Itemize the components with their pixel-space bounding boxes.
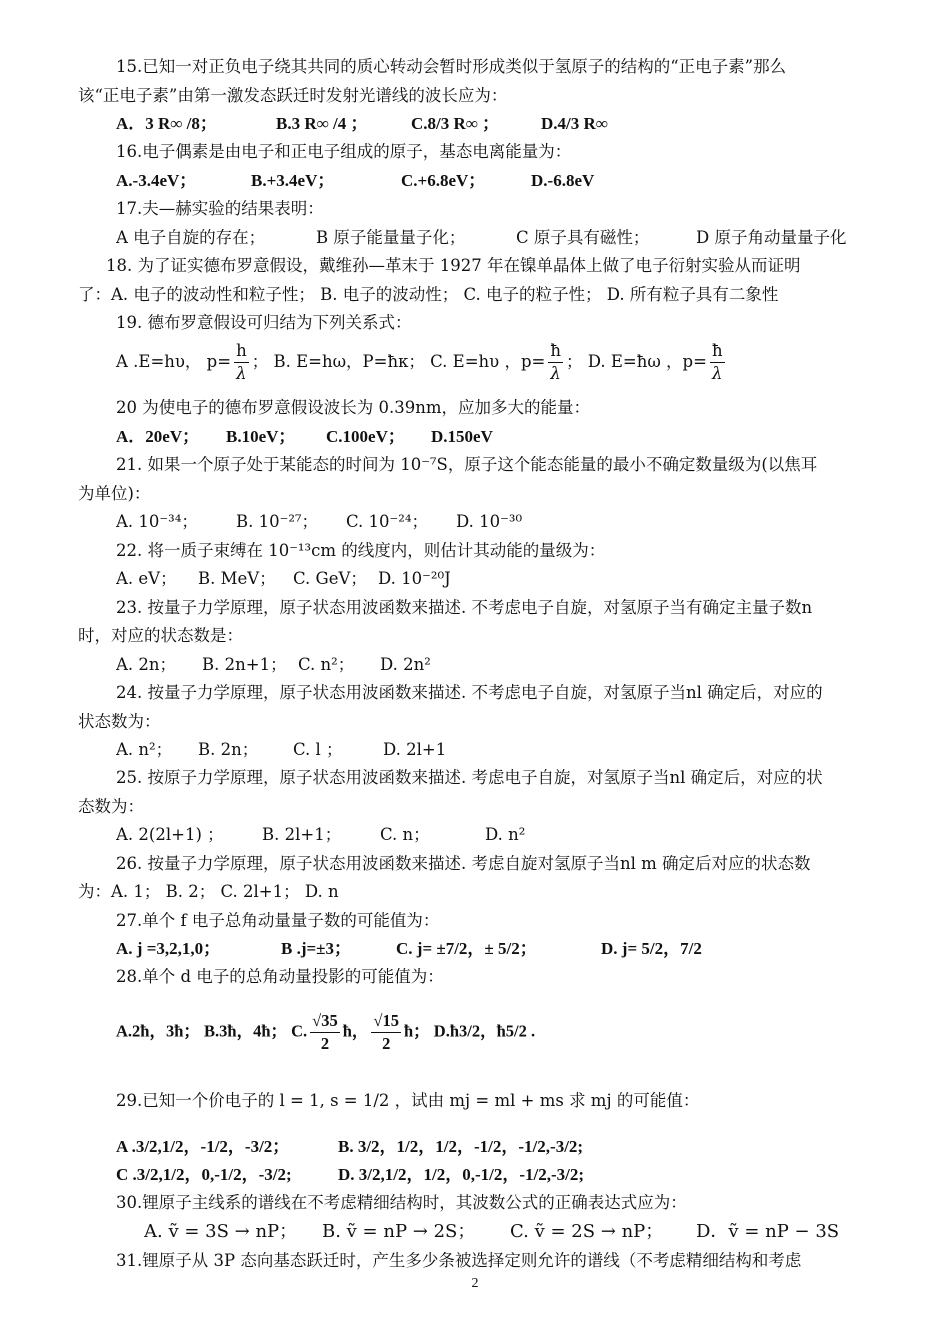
q25-options: [116, 824, 908, 846]
q25-option-c: C. n；: [380, 825, 430, 844]
q26-line2: 为：A. 1； B. 2； C. 2l+1； D. n: [78, 882, 339, 901]
frac-numerator: ħ: [548, 340, 563, 363]
q19-fraction-a: [234, 340, 249, 385]
q29-stem: 29.已知一个价电子的 l = 1, s = 1/2 ，试由 mj = ml + ms 求 mj 的可能值：: [116, 1091, 700, 1110]
q17-option-d: D 原子角动量量子化: [696, 228, 847, 247]
q19-option-d: ； D. E=ħω ，p=: [565, 352, 707, 371]
q16-option-a: A.-3.4eV；: [116, 171, 197, 190]
frac-denominator: 2: [320, 1034, 330, 1053]
q24-options: [116, 739, 908, 761]
q21-option-a: A. 10⁻³⁴；: [116, 512, 198, 531]
frac-numerator: √35: [310, 1010, 340, 1033]
q25-option-b: B. 2l+1；: [262, 825, 342, 844]
q17-option-a: A 电子自旋的存在；: [116, 228, 266, 247]
q20-option-d: D.150eV: [431, 427, 493, 446]
q20-option-b: B.10eV；: [226, 427, 296, 446]
q20-option-a: A．20eV；: [116, 427, 200, 446]
q17-stem: 17.夫—赫实验的结果表明：: [116, 199, 324, 218]
q27-option-b: B .j=±3；: [281, 939, 352, 958]
q16-option-b: B.+3.4eV；: [251, 171, 335, 190]
q20-stem: 20 为使电子的德布罗意假设波长为 0.39nm，应加多大的能量：: [116, 398, 590, 417]
q29-option-c: C .3/2,1/2，0,-1/2，-3/2;: [116, 1165, 292, 1184]
q16-option-c: C.+6.8eV；: [401, 171, 486, 190]
q21-option-c: C. 10⁻²⁴；: [346, 512, 428, 531]
q22-options: [116, 568, 908, 590]
q23-options: [116, 654, 908, 676]
q19-fraction-c: [548, 340, 563, 385]
q23-option-a: A. 2n；: [116, 655, 177, 674]
q18-line1: 18. 为了证实德布罗意假设，戴维孙—革末于 1927 年在镍单晶体上做了电子衍射实验从而证明: [106, 256, 801, 275]
q29-option-d: D. 3/2,1/2，1/2，0,-1/2，-1/2,-3/2;: [338, 1165, 585, 1184]
page-number: 2: [471, 1276, 479, 1291]
q23-option-b: B. 2n+1；: [202, 655, 287, 674]
q21-options: [116, 511, 908, 533]
q16-options: [116, 170, 908, 192]
q20-option-c: C.100eV；: [326, 427, 405, 446]
q29-option-b: B. 3/2，1/2，1/2，-1/2，-1/2,-3/2;: [338, 1137, 584, 1156]
q28-fraction-2: [371, 1010, 401, 1055]
q29-option-a: A .3/2,1/2，-1/2，-3/2；: [116, 1137, 290, 1156]
q21-line1: 21. 如果一个原子处于某能态的时间为 10⁻⁷S，原子这个能态能量的最小不确定数量级为(以焦耳: [116, 455, 818, 474]
frac-denominator: 2: [382, 1034, 391, 1053]
q24-option-c: C. l ；: [293, 740, 343, 759]
q16-stem: 16.电子偶素是由电子和正电子组成的原子，基态电离能量为：: [116, 142, 572, 161]
q23-option-d: D. 2n²: [380, 655, 431, 674]
q16-option-d: D.-6.8eV: [531, 171, 595, 190]
q24-option-d: D. 2l+1: [383, 740, 447, 759]
q27-option-a: A. j =3,2,1,0；: [116, 939, 221, 958]
frac-denominator: λ: [236, 364, 247, 383]
q30-stem: 30.锂原子主线系的谱线在不考虑精细结构时，其波数公式的正确表达式应为：: [116, 1193, 687, 1212]
q22-option-a: A. eV；: [116, 569, 177, 588]
q15-line2: 该“正电子素”由第一激发态跃迁时发射光谱线的波长应为：: [78, 86, 508, 105]
q30-options: [144, 1221, 908, 1243]
frac-denominator: λ: [550, 364, 561, 383]
q20-options: [116, 426, 908, 448]
frac-denominator: λ: [712, 364, 723, 383]
q23-option-c: C. n²；: [298, 655, 355, 674]
q30-option-b: B. ṽ = nP → 2S；: [322, 1221, 476, 1242]
q22-option-c: C. GeV；: [293, 569, 367, 588]
frac-numerator: h: [234, 340, 249, 363]
q25-option-a: A. 2(2l+1) ；: [116, 825, 224, 844]
q29-options-row2: [116, 1164, 908, 1186]
q27-option-d: D. j= 5/2，7/2: [601, 939, 702, 958]
q15-option-b: B.3 R∞ /4 ；: [276, 114, 368, 133]
q21-option-d: D. 10⁻³⁰: [456, 512, 523, 531]
q30-option-c: C. ṽ = 2S → nP；: [510, 1221, 664, 1242]
q30-option-a: A. ṽ = 3S → nP；: [144, 1221, 298, 1242]
q28-option-d: ħ； D.ħ3/2，ħ5/2 .: [403, 1021, 536, 1041]
q18-line2: 了：A. 电子的波动性和粒子性； B. 电子的波动性； C. 电子的粒子性； D. 所有粒子具有二象性: [78, 285, 779, 304]
q15-line1: 15.已知一对正负电子绕其共同的质心转动会暂时形成类似于氢原子的结构的“正电子素”那么: [116, 57, 787, 76]
q27-options: [116, 938, 908, 960]
q28-options-ab: A.2ħ，3ħ； B.3ħ，4ħ； C.: [116, 1021, 308, 1041]
q24-line1: 24. 按量子力学原理，原子状态用波函数来描述. 不考虑电子自旋，对氢原子当nl 确定后，对应的: [116, 683, 823, 702]
q19-option-bc: ； B. E=hω，P=ħκ； C. E=hυ ，p=: [251, 352, 546, 371]
q25-line1: 25. 按原子力学原理，原子状态用波函数来描述. 考虑电子自旋，对氢原子当nl 确定后，对应的状: [116, 768, 823, 787]
q22-stem: 22. 将一质子束缚在 10⁻¹³cm 的线度内，则估计其动能的量级为：: [116, 541, 606, 560]
q21-line2: 为单位)：: [78, 484, 151, 503]
q28-separator: ħ，: [342, 1021, 369, 1041]
q28-formula-options: [116, 1010, 908, 1055]
q23-line2: 时，对应的状态数是：: [78, 626, 243, 645]
q22-option-d: D. 10⁻²⁰J: [378, 569, 451, 588]
q15-option-d: D.4/3 R∞: [541, 114, 608, 133]
frac-numerator: √15: [371, 1010, 401, 1033]
q26-line1: 26. 按量子力学原理，原子状态用波函数来描述. 考虑自旋对氢原子当nl m 确定后对应的状态数: [116, 854, 811, 873]
q24-option-a: A. n²；: [116, 740, 173, 759]
q17-option-b: B 原子能量量子化；: [316, 228, 466, 247]
q25-line2: 态数为：: [78, 797, 144, 816]
q19-fraction-d: [710, 340, 725, 385]
q15-option-a: A．3 R∞ /8；: [116, 114, 217, 133]
q19-option-a: A .E=hυ， p=: [116, 352, 232, 371]
q24-line2: 状态数为：: [78, 712, 161, 731]
q24-option-b: B. 2n；: [198, 740, 259, 759]
q28-fraction-1: [310, 1010, 340, 1055]
q22-option-b: B. MeV；: [198, 569, 276, 588]
q29-options-row1: [116, 1136, 908, 1158]
q15-options: [116, 113, 908, 135]
frac-numerator: ħ: [710, 340, 725, 363]
q17-options: [116, 227, 908, 249]
q23-line1: 23. 按量子力学原理，原子状态用波函数来描述. 不考虑电子自旋，对氢原子当有确定主量子数n: [116, 598, 813, 617]
q15-option-c: C.8/3 R∞ ；: [411, 114, 500, 133]
q19-formula-options: [116, 340, 908, 385]
q19-stem: 19. 德布罗意假设可归结为下列关系式：: [116, 313, 412, 332]
q31-stem: 31.锂原子从 3P 态向基态跃迁时，产生多少条被选择定则允许的谱线（不考虑精细结构和考虑: [116, 1251, 802, 1270]
q17-option-c: C 原子具有磁性；: [516, 228, 650, 247]
q27-option-c: C. j= ±7/2，± 5/2；: [396, 939, 537, 958]
q30-option-d: D．ṽ = nP − 3S: [696, 1221, 840, 1242]
q28-stem: 28.单个 d 电子的总角动量投影的可能值为：: [116, 967, 444, 986]
q25-option-d: D. n²: [485, 825, 526, 844]
q27-stem: 27.单个 f 电子总角动量量子数的可能值为：: [116, 911, 440, 930]
q21-option-b: B. 10⁻²⁷；: [236, 512, 319, 531]
